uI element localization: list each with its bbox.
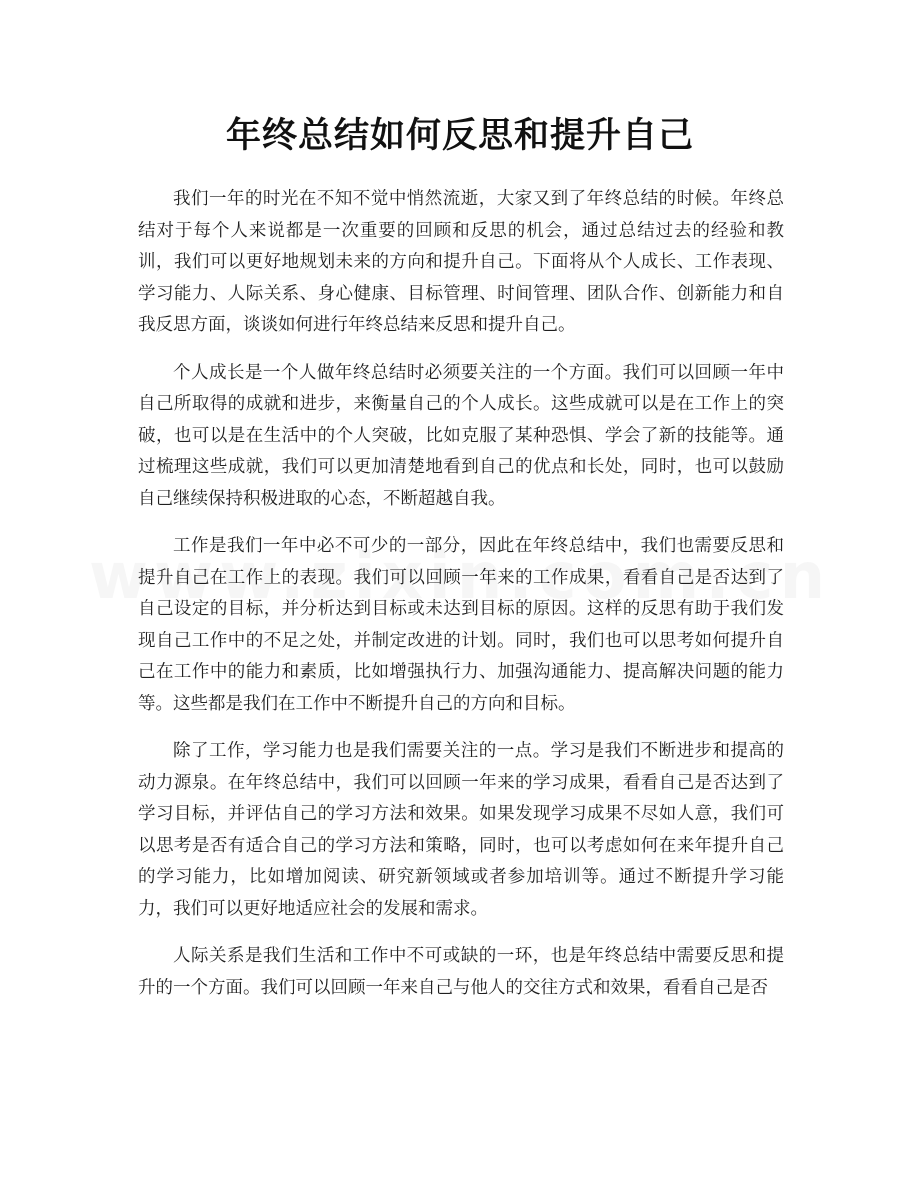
paragraph-personal-growth: 个人成长是一个人做年终总结时必须要关注的一个方面。我们可以回顾一年中自己所取得的成就和进步，来衡量自己的个人成长。这些成就可以是在工作上的突破，也可以是在生活中的个人突破，比如克服了某种恐惧、学会了新的技能等。通过梳理这些成就，我们可以更加清楚地看到自己的优点和长处，同时，也可以鼓励自己继续保持积极进取的心态，不断超越自我。 <box>138 362 784 509</box>
paragraph-learning-ability: 除了工作，学习能力也是我们需要关注的一点。学习是我们不断进步和提高的动力源泉。在年终总结中，我们可以回顾一年来的学习成果，看看自己是否达到了学习目标，并评估自己的学习方法和效果。如果发现学习成果不尽如人意，我们可以思考是否有适合自己的学习方法和策略，同时，也可以考虑如何在来年提升自己的学习能力，比如增加阅读、研究新领域或者参加培训等。通过不断提升学习能力，我们可以更好地适应社会的发展和需求。 <box>138 741 784 919</box>
paragraph-intro: 我们一年的时光在不知不觉中悄然流逝，大家又到了年终总结的时候。年终总结对于每个人来说都是一次重要的回顾和反思的机会，通过总结过去的经验和教训，我们可以更好地规划未来的方向和提升自己。下面将从个人成长、工作表现、学习能力、人际关系、身心健康、目标管理、时间管理、团队合作、创新能力和自我反思方面，谈谈如何进行年终总结来反思和提升自己。 <box>138 189 784 335</box>
document-body <box>138 184 784 1020</box>
paragraph-work-performance: 工作是我们一年中必不可少的一部分，因此在年终总结中，我们也需要反思和提升自己在工作上的表现。我们可以回顾一年来的工作成果，看看自己是否达到了自己设定的目标，并分析达到目标或未达到目标的原因。这样的反思有助于我们发现自己工作中的不足之处，并制定改进的计划。同时，我们也可以思考如何提升自己在工作中的能力和素质，比如增强执行力、加强沟通能力、提高解决问题的能力等。这些都是我们在工作中不断提升自己的方向和目标。 <box>138 536 784 714</box>
document-title: 年终总结如何反思和提升自己 <box>225 116 694 156</box>
paragraph-relationships: 人际关系是我们生活和工作中不可或缺的一环，也是年终总结中需要反思和提升的一个方面。我们可以回顾一年来自己与他人的交往方式和效果，看看自己是否 <box>138 946 784 998</box>
